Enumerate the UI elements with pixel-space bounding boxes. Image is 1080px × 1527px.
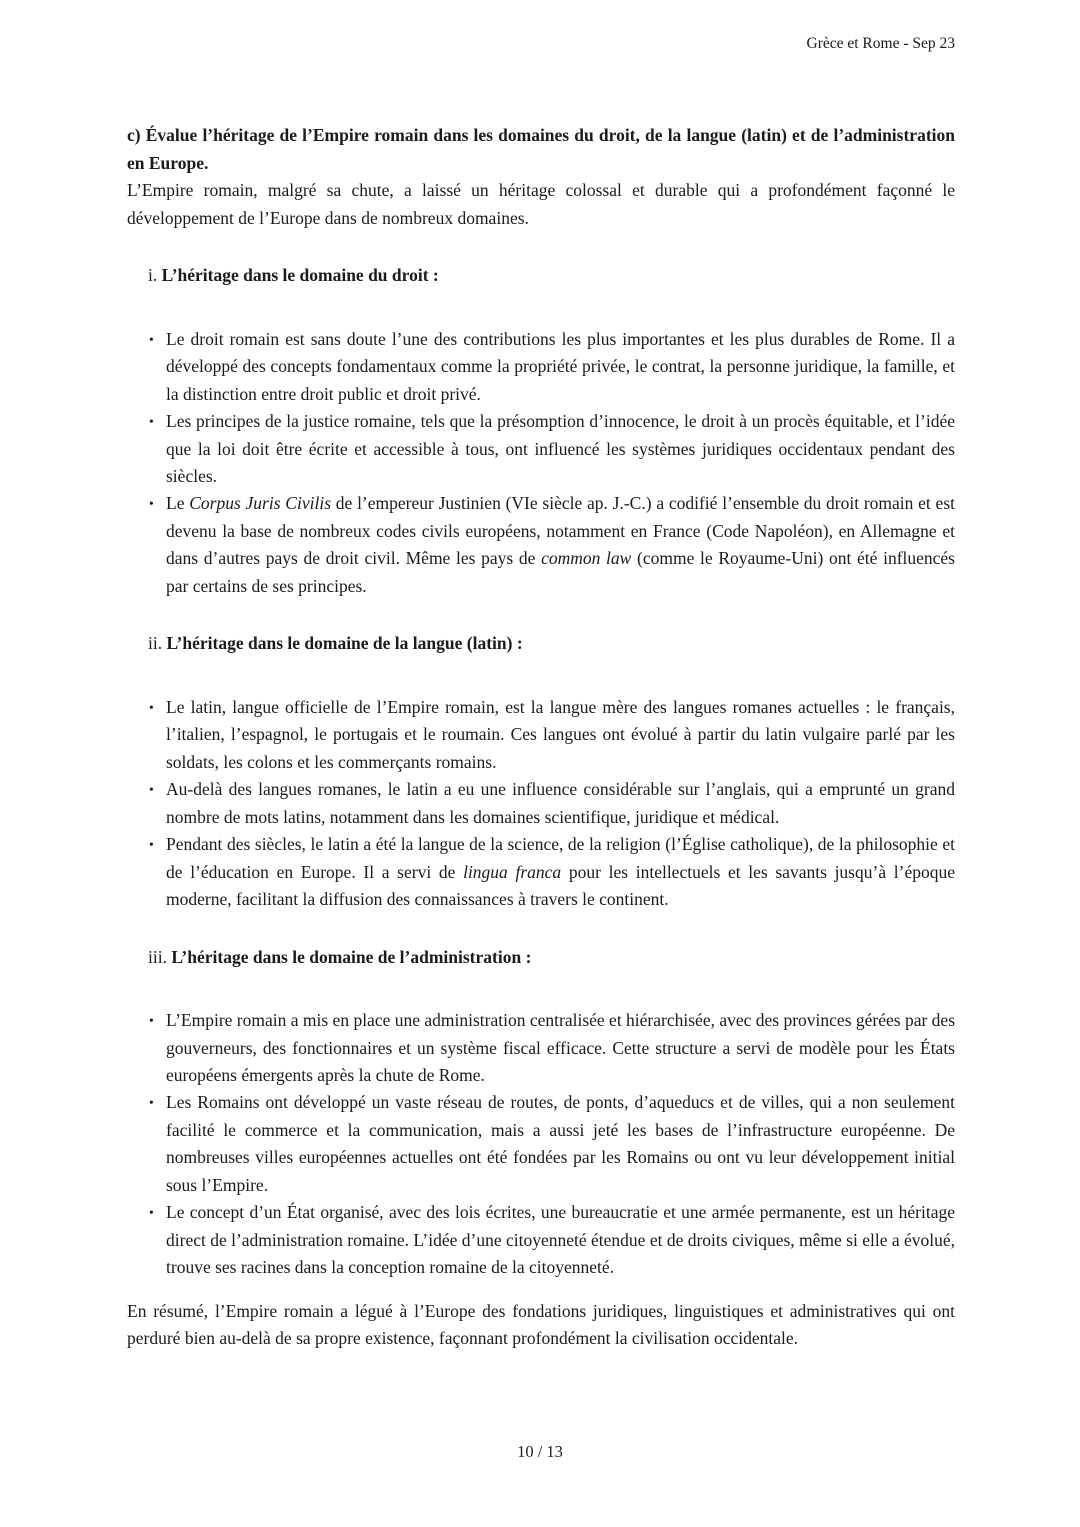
body-text: Les principes de la justice romaine, tels que la présomption d’innocence, le droit à un procès équitable, et l’idée que la loi doit être écrite et accessible à tous, ont influencé les systèmes juridiques occidentaux pendant des siècles. [166,411,955,487]
italic-text: lingua franca [463,861,562,882]
bullet-list-droit [127,326,955,601]
bullet-item [148,831,955,913]
conclusion-paragraph: En résumé, l’Empire romain a légué à l’Europe des fondations juridiques, linguistiques et administratives qui ont perduré bien au-delà de sa propre existence, façonnant profondément la civilisation occidentale. [127,1300,955,1349]
bullet-item [148,776,955,831]
bullet-item [148,408,955,490]
bullet-item [148,1089,955,1199]
italic-text: common law [541,548,632,569]
body-text: Au-delà des langues romanes, le latin a eu une influence considérable sur l’anglais, qui a emprunté un grand nombre de mots latins, notamment dans les domaines scientifique, juridique et médical. [166,779,955,827]
bullet-item [148,1007,955,1089]
body-text: Le [166,493,190,514]
section-administration [127,944,955,1282]
header-course-label: Grèce et Rome - Sep 23 [806,35,955,52]
section-heading-langue [127,630,955,657]
section-langue [127,630,955,913]
body-text: Le latin, langue officielle de l’Empire romain, est la langue mère des langues romanes actuelles : le français, l’italien, l’espagnol, le portugais et le roumain. Ces langues ont évolué à partir du latin vulgaire parlé par les soldats, les colons et les commerçants romains. [166,696,955,772]
bullet-item [148,1199,955,1281]
section-number: i. [148,265,158,286]
document-content [0,122,1080,1352]
body-text: Pendant des siècles, le latin a été la langue de la science, de la religion (l’Église catholique), de la philosophie et de l’éducation en Europe. Il a servi de [166,834,955,882]
bullet-item [148,490,955,600]
body-text: de l’empereur Justinien (VIe siècle ap. J.-C.) a codifié l’ensemble du droit romain et est devenu la base de nombreux codes civils européens, notamment en France (Code Napoléon), en Allemagne et dans d’autres pays de droit civil. Même les pays de [166,493,955,569]
italic-text: Corpus Juris Civilis [189,493,332,514]
page-footer [0,1439,1080,1465]
section-heading-administration [127,944,955,971]
section-number: iii. [148,946,167,967]
body-text: Les Romains ont développé un vaste réseau de routes, de ponts, d’aqueducs et de villes, qui a non seulement facilité le commerce et la communication, mais a aussi jeté les bases de l’infrastructure européenne. De nombreuses villes européennes actuelles ont été fondées par les Romains ou ont vu leur développement initial sous l’Empire. [166,1092,955,1195]
body-text: (comme le Royaume-Uni) ont été influencés par certains de ses principes. [166,548,955,596]
section-heading-text: L’héritage dans le domaine du droit : [161,265,439,286]
intro-paragraph: L’Empire romain, malgré sa chute, a laissé un héritage colossal et durable qui a profondément façonné le développement de l’Europe dans de nombreux domaines. [127,180,955,228]
question-title: c) Évalue l’héritage de l’Empire romain dans les domaines du droit, de la langue (latin) et de l’administration en Europe. [127,125,955,173]
bullet-item [148,326,955,408]
body-text: pour les intellectuels et les savants jusqu’à l’époque moderne, facilitant la diffusion des connaissances à travers le continent. [166,861,955,910]
body-text: Le concept d’un État organisé, avec des lois écrites, une bureaucratie et une armée permanente, est un héritage direct de l’administration romaine. L’idée d’une citoyenneté étendue et de droits civiques, même si elle a évolué, trouve ses racines dans la conception romaine de la citoyenneté. [166,1202,956,1278]
page-number: 10 / 13 [517,1442,563,1462]
section-number: ii. [148,633,163,654]
page-header [0,0,1080,56]
section-heading-text: L’héritage dans le domaine de la langue (latin) : [166,633,523,654]
bullet-item [148,694,955,776]
body-text: Le droit romain est sans doute l’une des contributions les plus importantes et les plus durables de Rome. Il a développé des concepts fondamentaux comme la propriété privée, le contrat, la personne juridique, la famille, et la distinction entre droit public et droit privé. [166,328,955,404]
section-heading-text: L’héritage dans le domaine de l’administration : [171,946,532,967]
body-text: L’Empire romain a mis en place une administration centralisée et hiérarchisée, avec des provinces gérées par des gouverneurs, des fonctionnaires et un système fiscal efficace. Cette structure a servi de modèle pour les États européens émergents après la chute de Rome. [166,1010,955,1085]
bullet-list-langue [127,694,955,914]
section-heading-droit [127,262,955,289]
bullet-list-administration [127,1007,955,1282]
section-droit [127,262,955,600]
